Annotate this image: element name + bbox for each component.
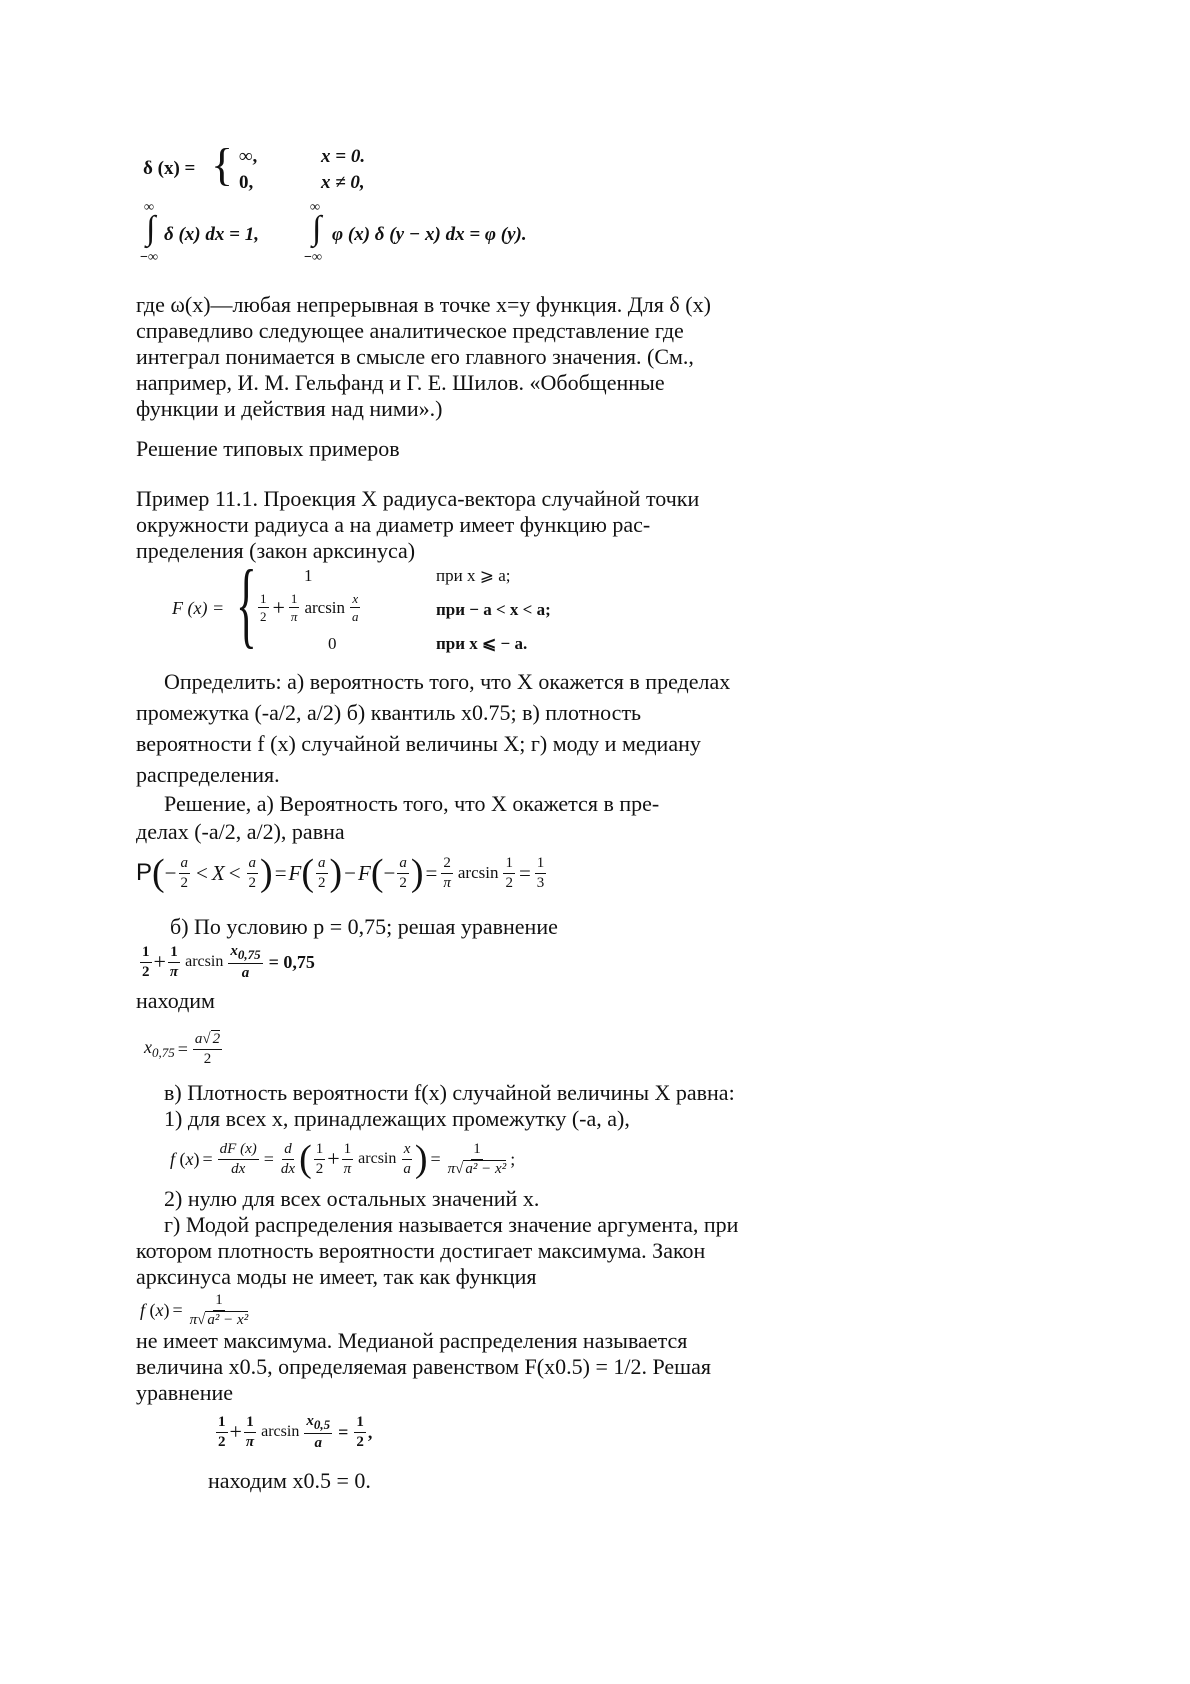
solution-c-text xyxy=(164,1080,735,1132)
cdf-row1-condition: при x ⩾ a; xyxy=(436,566,511,585)
delta-case2-value: 0, xyxy=(239,172,254,193)
inv-pi-fraction: $\frac{1}{\pi}$ xyxy=(290,591,298,624)
solution-c-formula: f ( x ) = $\frac{dF (x)}{dx}$ = $\frac{d}{dx}$ ( $\frac{1}{2}$ + $\frac{1}{\pi}$ arcsin $\frac{x}{a}$ ) = $\frac{1}{\text{π√ a² − x²}}$ ; xyxy=(170,1138,516,1180)
delta-case2-condition: x ≠ 0, xyxy=(321,172,365,193)
task-line-2: промежутка (-a/2, a/2) б) квантиль x0.75; в) плотность xyxy=(136,700,642,725)
intro-line-3: интеграл понимается в смысле его главного значения. (См., xyxy=(136,344,694,369)
cdf-row2-value xyxy=(256,592,363,623)
task-line-1: Определить: а) вероятность того, что X окажется в пределах xyxy=(164,669,731,694)
solution-d-line-5: величина x0.5, определяемая равенством F(x0.5) = 1/2. Решая xyxy=(136,1354,711,1379)
integral1-body: δ (x) dx = 1, xyxy=(164,224,259,245)
task-line-4: распределения. xyxy=(136,762,280,787)
integral1-sign: ∫ xyxy=(146,210,156,247)
intro-paragraph xyxy=(136,292,711,422)
formula-p: P xyxy=(136,859,153,886)
delta-integrals xyxy=(140,200,580,270)
intro-line-1: где ω(x)—любая непрерывная в точке x=y функция. Для δ (x) xyxy=(136,292,711,317)
intro-line-2: справедливо следующее аналитическое представление где xyxy=(136,318,684,343)
solution-a-text xyxy=(136,790,659,846)
intro-line-5: функции и действия над ними».) xyxy=(136,396,443,421)
solution-c-line-3: 2) нулю для всех остальных значений x. xyxy=(164,1186,540,1211)
arcsin-label: arcsin xyxy=(304,597,346,617)
solution-a-line-2: делах (-a/2, a/2), равна xyxy=(136,819,345,844)
solution-c-line-1: в) Плотность вероятности f(x) случайной величины X равна: xyxy=(164,1080,735,1105)
example-line-1: Пример 11.1. Проекция X радиуса-вектора случайной точки xyxy=(136,486,700,511)
solution-b-line-1: б) По условию p = 0,75; решая уравнение xyxy=(170,914,558,939)
solution-d-final: находим x0.5 = 0. xyxy=(208,1468,371,1493)
solution-d-line-6: уравнение xyxy=(136,1380,234,1405)
solution-b-equation: $\frac{1}{2}$ + $\frac{1}{\pi}$ arcsin $\frac{x0,75}{a}$ = 0,75 xyxy=(142,942,315,981)
delta-brace: { xyxy=(211,139,234,190)
integral2-body: φ (x) δ (y − x) dx = φ (y). xyxy=(332,224,527,245)
solution-d-line-1: г) Модой распределения называется значение аргумента, при xyxy=(164,1212,739,1237)
solution-a-line-1: Решение, а) Вероятность того, что X окажется в пре- xyxy=(164,791,660,816)
integral1-lower: −∞ xyxy=(140,250,158,265)
solution-b-result: $x_{0,75}$ = $\frac{a√ 2}{2}$ xyxy=(144,1030,221,1067)
integral1-upper: ∞ xyxy=(144,200,154,215)
section-heading: Решение типовых примеров xyxy=(136,436,400,461)
solution-d-line-4: не имеет максимума. Медианой распределения называется xyxy=(136,1328,688,1353)
plus-sign: + xyxy=(272,594,285,620)
integral2-sign: ∫ xyxy=(312,210,322,247)
half-fraction: $\frac{1}{2}$ xyxy=(260,591,267,624)
solution-d-line-3: арксинуса моды не имеет, так как функция xyxy=(136,1264,537,1289)
cdf-lhs: F (x) = xyxy=(172,598,225,618)
integral2-lower: −∞ xyxy=(304,250,322,265)
solution-d-equation: $\frac{1}{2}$ + $\frac{1}{\pi}$ arcsin $\frac{x0,5}{a}$ = $\frac{1}{2}$ , xyxy=(218,1412,373,1451)
solution-b-line-2: находим xyxy=(136,988,215,1013)
integral2-upper: ∞ xyxy=(310,200,320,215)
cdf-formula xyxy=(172,550,622,658)
delta-lhs: δ (x) = xyxy=(143,158,196,179)
cdf-brace: { xyxy=(236,550,257,657)
delta-case1-value: ∞, xyxy=(239,146,258,167)
solution-a-formula: P ( − $\frac{a}{2}$ < X < $\frac{a}{2}$ ) = F ( $\frac{a}{2}$ ) − F ( − $\frac{a}{2}$ ) = $\frac{2}{\pi}$ arcsin $\frac{1}{2}$ = $\frac{1}{3}$ xyxy=(136,852,545,894)
solution-d-formula: f ( x ) = $\frac{1}{\text{π√ a² − x²}}$ xyxy=(140,1291,249,1328)
intro-line-4: например, И. М. Гельфанд и Г. Е. Шилов. «Обобщенные xyxy=(136,370,665,395)
example-statement xyxy=(136,486,699,564)
cdf-row3-condition: при x ⩽ − a. xyxy=(436,634,528,653)
example-line-2: окружности радиуса a на диаметр имеет функцию рас- xyxy=(136,512,651,537)
example-line-3: пределения (закон арксинуса) xyxy=(136,538,416,563)
cdf-row3-value: 0 xyxy=(328,634,337,653)
solution-d-text-2 xyxy=(136,1328,711,1406)
cdf-row2-condition: при − a < x < a; xyxy=(436,600,551,619)
solution-d-line-2: котором плотность вероятности достигает максимума. Закон xyxy=(136,1238,706,1263)
delta-case1-condition: x = 0. xyxy=(321,146,366,167)
task-text xyxy=(136,666,730,790)
solution-d-text xyxy=(136,1212,738,1290)
cdf-row1-value: 1 xyxy=(304,566,313,585)
task-line-3: вероятности f (x) случайной величины X; г) моду и медиану xyxy=(136,731,701,756)
delta-definition xyxy=(143,139,403,196)
x-over-a-fraction: $\frac{x}{a}$ xyxy=(352,591,359,624)
solution-c-line-2: 1) для всех x, принадлежащих промежутку (-a, a), xyxy=(164,1106,630,1131)
